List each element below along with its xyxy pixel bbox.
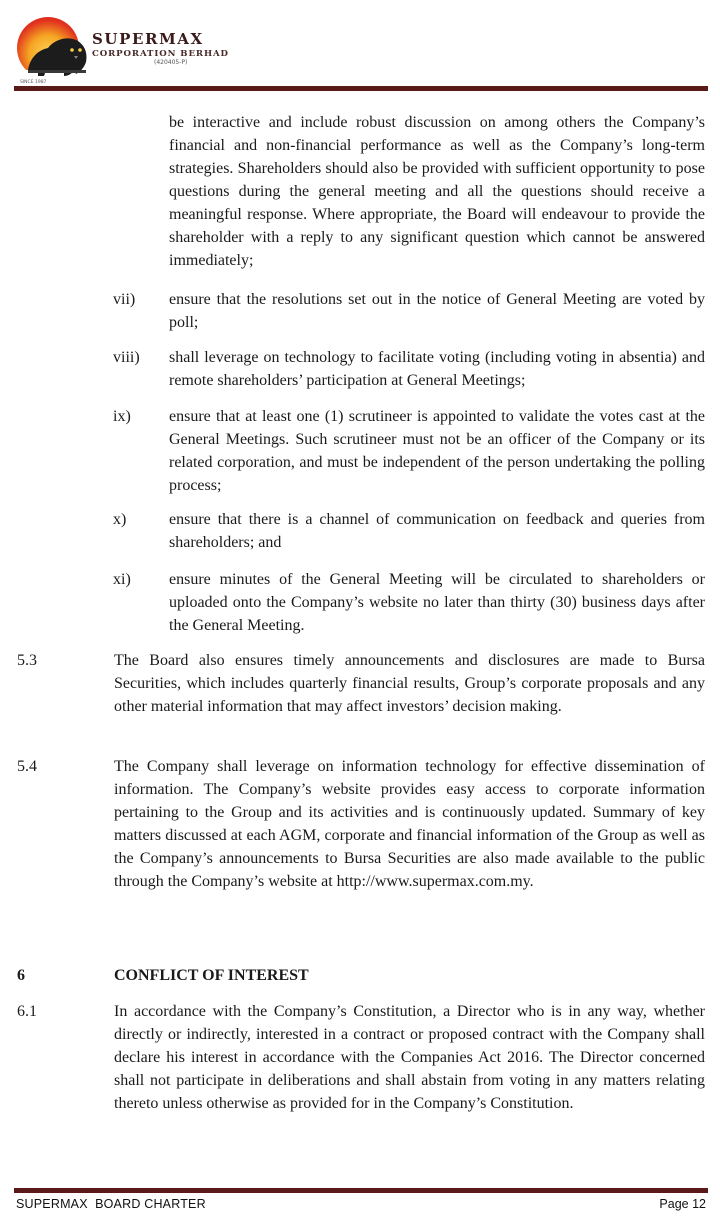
- page-number: Page 12: [659, 1197, 706, 1211]
- item-text: shall leverage on technology to facilitate voting (including voting in absentia) and remote shareholders’ participation at General Meetings;: [169, 349, 705, 389]
- section-text: In accordance with the Company’s Constitution, a Director who is in any way, whether directly or indirectly, interested in a contract or proposed contract with the Company shall declare his interest in accordance with the Companies Act 2016. The Director concerned shall not participate in deliberations and shall abstain from voting in any matters relating thereto unless otherwise as provided for in the Company’s Constitution.: [114, 1003, 705, 1112]
- intro-continuation: be interactive and include robust discussion on among others the Company’s financial and non-financial performance as well as the Company’s long-term strategies. Shareholders should also be provided with sufficient opportunity to pose questions during the general meeting and all the questions should receive a meaningful response. Where appropriate, the Board will endeavour to provide the shareholder with a reply to any significant question which cannot be answered immediately;: [169, 114, 705, 269]
- section-text: The Board also ensures timely announcements and disclosures are made to Bursa Securities, which includes quarterly financial results, Group’s corporate proposals and any other material information that may affect investors’ decision making.: [114, 652, 705, 715]
- section-number: 5.4: [17, 758, 37, 775]
- header-rule: [14, 86, 708, 91]
- section-number: 6.1: [17, 1003, 37, 1020]
- item-text: ensure that there is a channel of communication on feedback and queries from shareholders; and: [169, 511, 705, 551]
- item-number: x): [113, 511, 127, 528]
- heading-title: CONFLICT OF INTEREST: [114, 967, 309, 984]
- item-text: ensure that at least one (1) scrutineer is appointed to validate the votes cast at the General Meetings. Such scrutineer must not be an officer of the Company or its related corporation, and must be independent of the person undertaking the polling process;: [169, 408, 705, 494]
- item-number: viii): [113, 349, 140, 366]
- page-header: [0, 0, 720, 95]
- section-number: 5.3: [17, 652, 37, 669]
- item-number: vii): [113, 291, 136, 308]
- brand-registration: (420405-P): [154, 59, 188, 66]
- since-label: SINCE 1987: [20, 80, 47, 85]
- item-number: ix): [113, 408, 131, 425]
- supermax-logo-icon: [14, 10, 96, 90]
- item-text: ensure that the resolutions set out in the notice of General Meeting are voted by poll;: [169, 291, 705, 331]
- item-number: xi): [113, 571, 131, 588]
- brand-name: SUPERMAX: [92, 30, 204, 48]
- section-text: The Company shall leverage on information technology for effective dissemination of information. The Company’s website provides easy access to corporate information pertaining to the Group and its activities and is continuously updated. Summary of key matters discussed at each AGM, corporate and financial information of the Group as well as the Company’s announcements to Bursa Securities are also made available to the public through the Company’s website at http://www.supermax.com.my.: [114, 758, 705, 890]
- item-text: ensure minutes of the General Meeting will be circulated to shareholders or uploaded onto the Company’s website no later than thirty (30) business days after the General Meeting.: [169, 571, 705, 634]
- footer-rule: [14, 1188, 708, 1193]
- footer-title: SUPERMAX BOARD CHARTER: [16, 1197, 206, 1211]
- brand-subtitle: CORPORATION BERHAD: [92, 49, 229, 59]
- brand-block: [92, 30, 229, 66]
- heading-number: 6: [17, 967, 25, 984]
